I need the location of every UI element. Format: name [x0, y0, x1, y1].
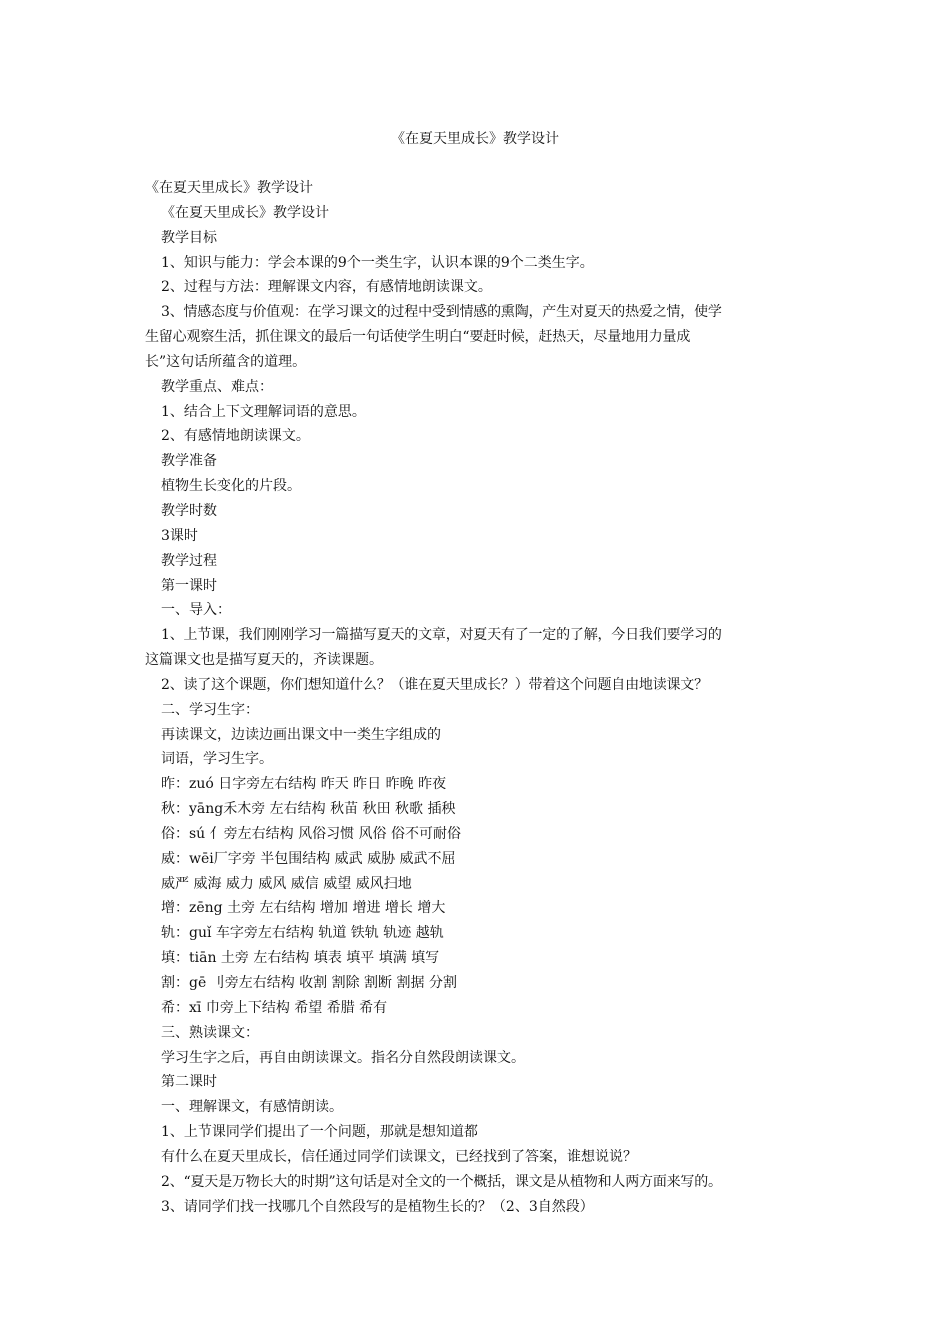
paragraph-line: 再读课文，边读边画出课文中一类生字组成的	[161, 726, 441, 743]
character-entry: 希：xī 巾旁上下结构 希望 希腊 希有	[161, 999, 388, 1016]
paragraph-line: 1、知识与能力：学会本课的9个一类生字，认识本课的9个二类生字。	[161, 254, 594, 271]
section-heading: 三、熟读课文：	[161, 1024, 259, 1041]
character-entry: 割：gē 刂旁左右结构 收割 割除 割断 割据 分割	[161, 975, 457, 991]
character-entry: 轨：guǐ 车字旁左右结构 轨道 铁轨 轨迹 越轨	[161, 925, 444, 942]
character-entry: 填：tiān 土旁 左右结构 填表 填平 填满 填写	[161, 950, 440, 967]
character-entry: 秋：yāng禾木旁 左右结构 秋苗 秋田 秋歌 插秧	[161, 801, 456, 818]
paragraph-line: 3课时	[161, 527, 198, 544]
document-body	[145, 176, 825, 1219]
paragraph-line: 2、过程与方法：理解课文内容，有感情地朗读课文。	[161, 279, 492, 296]
paragraph-line: 这篇课文也是描写夏天的，齐读课题。	[145, 652, 383, 669]
paragraph-line: 有什么在夏天里成长，信任通过同学们读课文，已经找到了答案，谁想说说？	[161, 1148, 637, 1165]
paragraph-line: 长”这句话所蕴含的道理。	[145, 353, 307, 370]
paragraph-line: 1、上节课，我们刚刚学习一篇描写夏天的文章，对夏天有了一定的了解，今日我们要学习的	[161, 627, 722, 644]
section-heading: 第一课时	[161, 577, 217, 594]
paragraph-line: 植物生长变化的片段。	[161, 478, 301, 495]
paragraph-line: 1、结合上下文理解词语的意思。	[161, 403, 366, 420]
character-entry: 增：zēng 土旁 左右结构 增加 增进 增长 增大	[161, 900, 446, 917]
paragraph-line: 2、读了这个课题，你们想知道什么？（谁在夏天里成长？）带着这个问题自由地读课文？	[161, 676, 708, 693]
section-heading: 第二课时	[161, 1074, 217, 1091]
paragraph-line: 学习生字之后，再自由朗读课文。指名分自然段朗读课文。	[161, 1049, 525, 1066]
character-entry: 威严 威海 威力 威风 威信 威望 威风扫地	[161, 875, 412, 892]
paragraph-line: 3、请同学们找一找哪几个自然段写的是植物生长的？（2、3自然段）	[161, 1198, 594, 1215]
character-entry: 昨：zuó 日字旁左右结构 昨天 昨日 昨晚 昨夜	[161, 776, 447, 793]
section-heading: 教学过程	[161, 552, 217, 569]
section-heading: 二、学习生字：	[161, 701, 259, 718]
section-heading: 教学目标	[161, 229, 217, 246]
section-heading: 教学准备	[161, 453, 217, 470]
document-title: 《在夏天里成长》教学设计	[391, 131, 559, 147]
paragraph-line: 2、“夏天是万物长大的时期”这句话是对全文的一个概括，课文是从植物和人两方面来写的。	[161, 1173, 722, 1190]
section-heading: 教学重点、难点：	[161, 378, 273, 395]
body-heading: 《在夏天里成长》教学设计	[145, 180, 313, 196]
paragraph-line: 3、情感态度与价值观：在学习课文的过程中受到情感的熏陶，产生对夏天的热爱之情，使学	[161, 304, 722, 321]
paragraph-line: 2、有感情地朗读课文。	[161, 428, 310, 445]
section-heading: 一、理解课文，有感情朗读。	[161, 1099, 343, 1116]
paragraph-line: 1、上节课同学们提出了一个问题，那就是想知道都	[161, 1124, 478, 1141]
section-heading: 一、导入：	[161, 602, 231, 619]
character-entry: 威：wēi厂字旁 半包围结构 威武 威胁 威武不屈	[161, 850, 456, 867]
paragraph-line: 生留心观察生活，抓住课文的最后一句话使学生明白“要赶时候，赶热天，尽量地用力量成	[145, 329, 691, 346]
paragraph-line: 词语，学习生字。	[161, 751, 273, 768]
body-subheading: 《在夏天里成长》教学设计	[161, 204, 329, 221]
section-heading: 教学时数	[161, 502, 217, 519]
character-entry: 俗：sú 亻旁左右结构 风俗习惯 风俗 俗不可耐俗	[161, 825, 462, 842]
